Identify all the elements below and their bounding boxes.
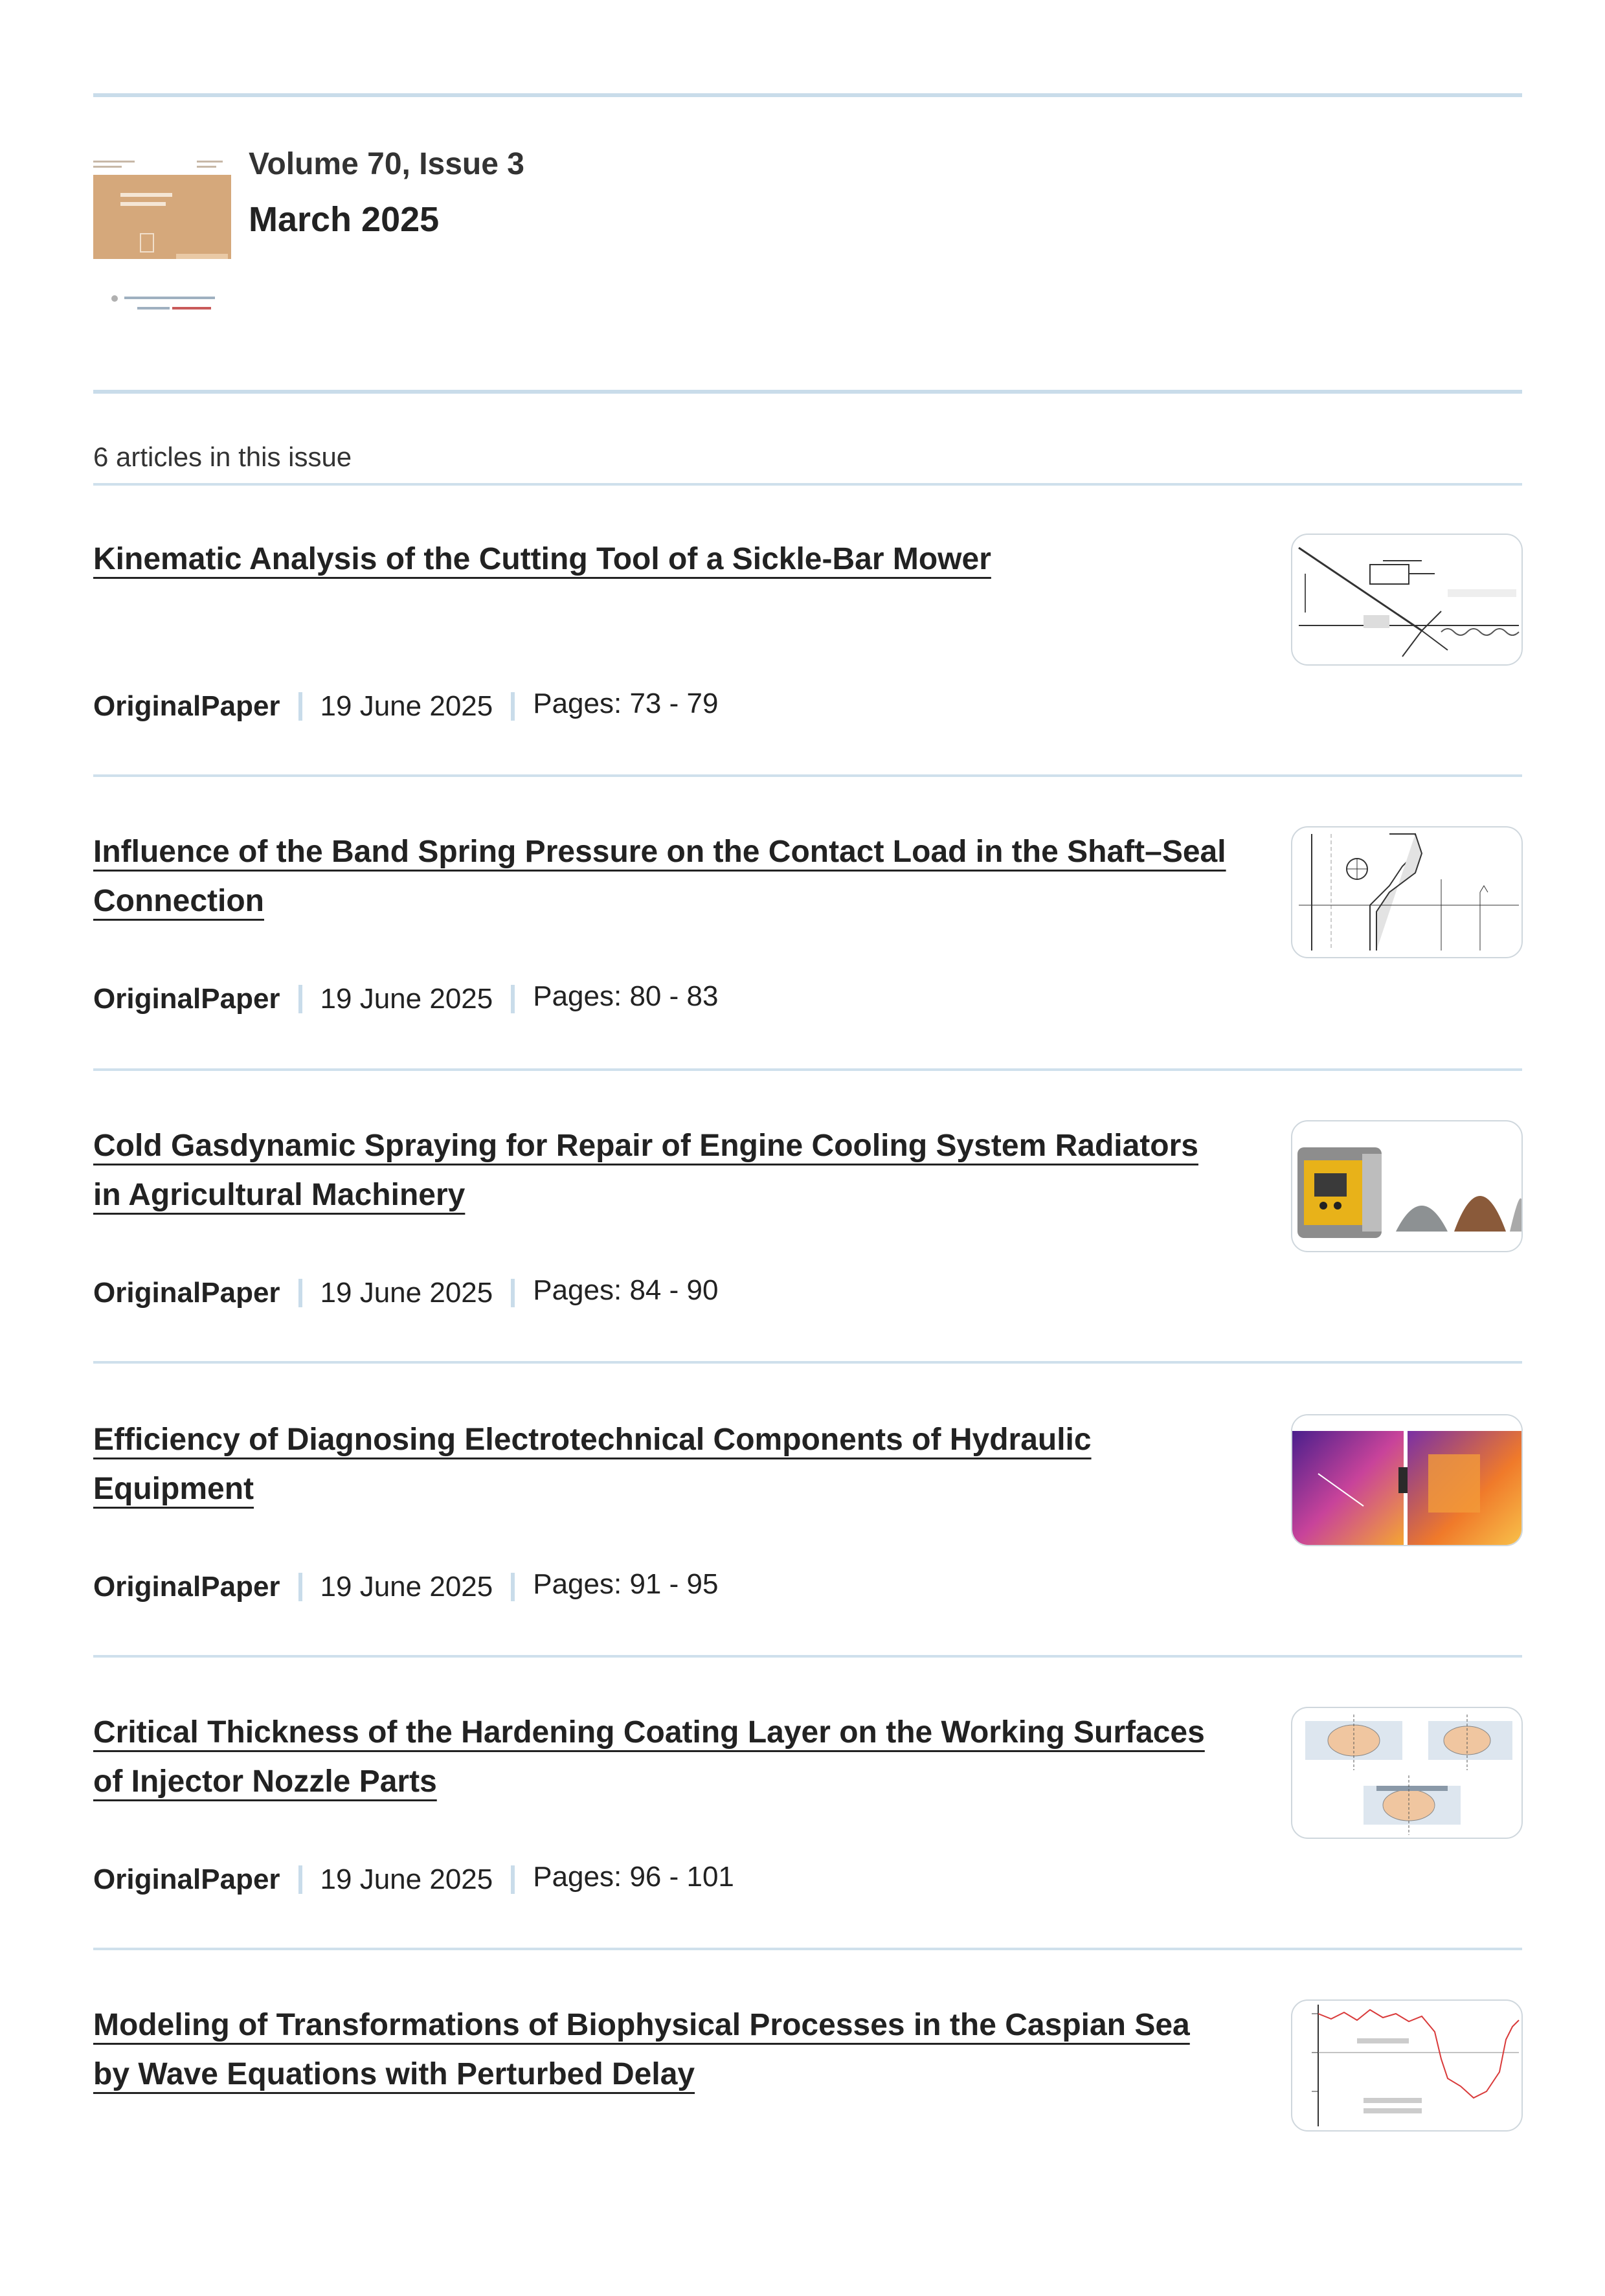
article-pages: Pages: 84 - 90 — [533, 1274, 719, 1306]
article-date: 19 June 2025 — [320, 690, 493, 722]
article-meta — [93, 1568, 719, 1610]
article-title-link[interactable]: Influence of the Band Spring Pressure on the Contact Load in the Shaft–Seal Connection — [93, 835, 1226, 918]
article-type: OriginalPaper — [93, 1863, 280, 1895]
list-divider — [93, 1948, 1522, 1950]
article-title-link[interactable]: Kinematic Analysis of the Cutting Tool of a Sickle-Bar Mower — [93, 542, 991, 576]
article-item — [93, 1708, 1522, 2003]
article-date: 19 June 2025 — [320, 1863, 493, 1895]
article-item — [93, 535, 1522, 830]
issue-volume: Volume 70, Issue 3 — [249, 147, 524, 181]
article-title-link[interactable]: Efficiency of Diagnosing Electrotechnical Components of Hydraulic Equipment — [93, 1423, 1092, 1506]
article-date: 19 June 2025 — [320, 1571, 493, 1603]
seal-drawing-thumbnail[interactable] — [1291, 826, 1523, 958]
article-meta — [93, 1274, 719, 1316]
journal-cover-image[interactable] — [93, 155, 231, 325]
list-divider — [93, 1068, 1522, 1071]
article-pages: Pages: 91 - 95 — [533, 1568, 719, 1600]
article-item — [93, 827, 1522, 1123]
article-date: 19 June 2025 — [320, 1277, 493, 1309]
article-pages: Pages: 96 - 101 — [533, 1861, 734, 1893]
article-type: OriginalPaper — [93, 983, 280, 1015]
article-count: 6 articles in this issue — [93, 442, 352, 472]
article-title-link[interactable]: Modeling of Transformations of Biophysical Processes in the Caspian Sea by Wave Equations with Perturbed Delay — [93, 2008, 1190, 2091]
top-divider — [93, 93, 1522, 97]
sea-level-chart-thumbnail[interactable] — [1291, 1999, 1523, 2132]
article-date: 19 June 2025 — [320, 983, 493, 1015]
list-divider — [93, 1361, 1522, 1364]
article-type: OriginalPaper — [93, 1571, 280, 1603]
list-divider — [93, 774, 1522, 777]
issue-date: March 2025 — [249, 200, 440, 239]
article-item — [93, 1415, 1522, 1711]
article-type: OriginalPaper — [93, 1277, 280, 1309]
article-meta — [93, 1863, 734, 1902]
article-meta — [93, 690, 718, 729]
article-item — [93, 2001, 1522, 2296]
list-divider — [93, 1655, 1522, 1658]
article-type: OriginalPaper — [93, 690, 280, 722]
article-pages: Pages: 73 - 79 — [533, 688, 719, 719]
header-divider — [93, 390, 1522, 394]
thermal-image-thumbnail[interactable] — [1291, 1414, 1523, 1546]
equipment-photo-thumbnail[interactable] — [1291, 1120, 1523, 1252]
article-meta — [93, 980, 719, 1022]
article-title-link[interactable]: Critical Thickness of the Hardening Coating Layer on the Working Surfaces of Injector Nozzle Parts — [93, 1715, 1205, 1799]
nozzle-diagram-thumbnail[interactable] — [1291, 1707, 1523, 1839]
force-diagram-thumbnail[interactable] — [1291, 534, 1523, 666]
list-divider — [93, 483, 1522, 486]
article-item — [93, 1121, 1522, 1417]
article-title-link[interactable]: Cold Gasdynamic Spraying for Repair of Engine Cooling System Radiators in Agricultural Machinery — [93, 1129, 1198, 1212]
article-pages: Pages: 80 - 83 — [533, 980, 719, 1012]
